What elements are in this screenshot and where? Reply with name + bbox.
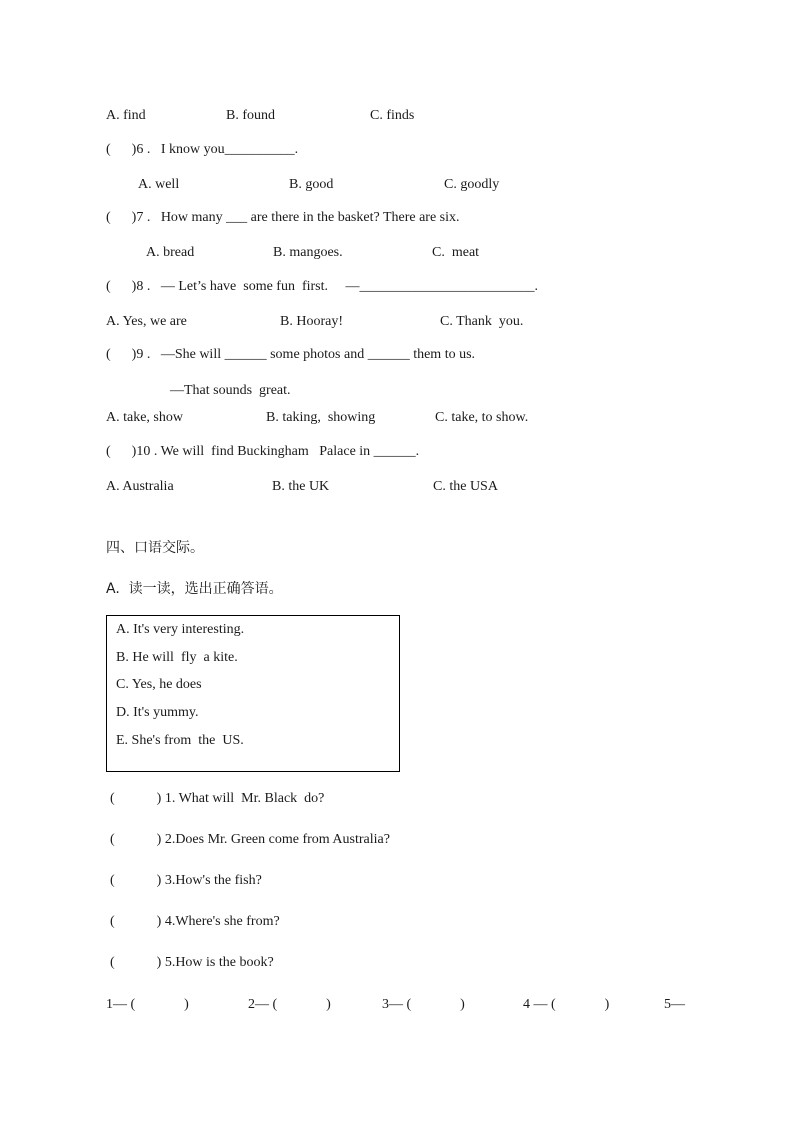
dialog-question-2: ( ) 2.Does Mr. Green come from Australia?: [110, 832, 390, 847]
answer-slot-2: 2— ( ): [248, 997, 331, 1012]
q8-option-c: C. Thank you.: [440, 314, 524, 329]
dialog-question-1: ( ) 1. What will Mr. Black do?: [110, 791, 325, 806]
q6-option-a: A. well: [138, 177, 180, 192]
q7-stem: ( )7 . How many ___ are there in the basket? There are six.: [106, 210, 460, 225]
answer-option-a: A. It's very interesting.: [116, 622, 245, 637]
q10-option-a: A. Australia: [106, 479, 174, 494]
q5-option-a: A. find: [106, 108, 146, 123]
q5-option-c: C. finds: [370, 108, 415, 123]
q9-option-b: B. taking, showing: [266, 410, 376, 425]
q9-option-a: A. take, show: [106, 410, 183, 425]
q10-stem: ( )10 . We will find Buckingham Palace in ______.: [106, 444, 420, 459]
dialog-question-3: ( ) 3.How's the fish?: [110, 873, 262, 888]
q8-option-b: B. Hooray!: [280, 314, 343, 329]
q7-option-b: B. mangoes.: [273, 245, 343, 260]
answer-slot-4: 4 — ( ): [523, 997, 610, 1012]
answer-option-c: C. Yes, he does: [116, 677, 202, 692]
answer-slot-3: 3— ( ): [382, 997, 465, 1012]
answer-option-e: E. She's from the US.: [116, 733, 244, 748]
q5-option-b: B. found: [226, 108, 275, 123]
part-a-instruction: A. 读一读，选出正确答语。: [106, 581, 283, 597]
q7-option-a: A. bread: [146, 245, 195, 260]
q9-stem: ( )9 . —She will ______ some photos and ______ them to us.: [106, 347, 476, 362]
q6-option-c: C. goodly: [444, 177, 500, 192]
answer-option-d: D. It's yummy.: [116, 705, 199, 720]
q9-response: —That sounds great.: [170, 383, 291, 398]
q10-option-b: B. the UK: [272, 479, 330, 494]
answer-slot-5: 5—: [664, 997, 685, 1012]
dialog-question-5: ( ) 5.How is the book?: [110, 955, 274, 970]
q10-option-c: C. the USA: [433, 479, 498, 494]
answer-option-b: B. He will fly a kite.: [116, 650, 238, 665]
q7-option-c: C. meat: [432, 245, 480, 260]
section-title: 四、口语交际。: [106, 540, 204, 556]
q6-stem: ( )6 . I know you__________.: [106, 142, 299, 157]
dialog-question-4: ( ) 4.Where's she from?: [110, 914, 280, 929]
q8-stem: ( )8 . — Let’s have some fun first. —_________________________.: [106, 279, 539, 294]
q6-option-b: B. good: [289, 177, 334, 192]
q8-option-a: A. Yes, we are: [106, 314, 187, 329]
q9-option-c: C. take, to show.: [435, 410, 529, 425]
answer-slot-1: 1— ( ): [106, 997, 189, 1012]
